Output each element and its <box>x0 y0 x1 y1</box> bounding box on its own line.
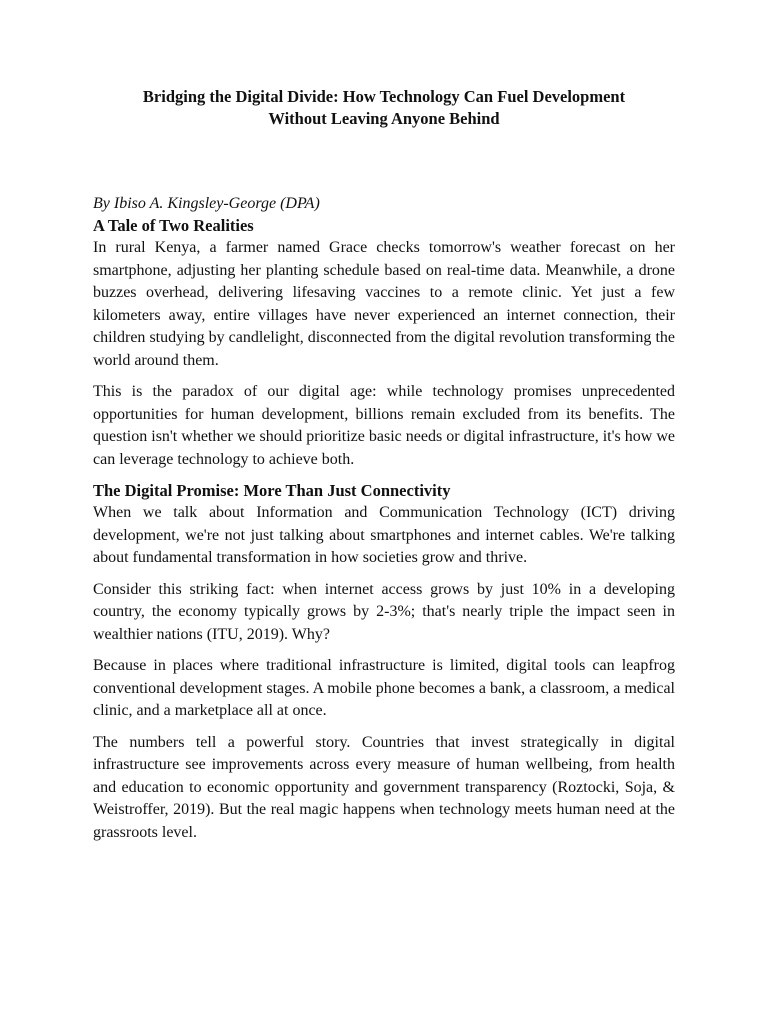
paragraph: In rural Kenya, a farmer named Grace checks tomorrow's weather forecast on her smartphone, adjusting her planting schedule based on real-time data. Meanwhile, a drone buzzes overhead, delivering lifesaving vaccines to a remote clinic. Yet just a few kilometers away, entire villages have never experienced an internet connection, their children studying by candlelight, disconnected from the digital revolution transforming the world around them. <box>93 239 675 369</box>
paragraph: This is the paradox of our digital age: while technology promises unprecedented opportunities for human development, billions remain excluded from its benefits. The question isn't whether we should prioritize basic needs or digital infrastructure, it's how we can leverage technology to achieve both. <box>93 383 675 468</box>
section-heading-digital-promise: The Digital Promise: More Than Just Connectivity <box>93 481 451 500</box>
section-heading-tale-of-two-realities: A Tale of Two Realities <box>93 216 254 235</box>
paragraph: The numbers tell a powerful story. Countries that invest strategically in digital infrastructure see improvements across every measure of human wellbeing, from health and education to economic opportunity and government transparency (Roztocki, Soja, & Weistroffer, 2019). But the real magic happens when technology meets human need at the grassroots level. <box>93 733 675 841</box>
author-byline: By Ibiso A. Kingsley-George (DPA) <box>93 195 320 212</box>
article-title-line-1: Bridging the Digital Divide: How Technology Can Fuel Development <box>142 87 626 106</box>
article-title-line-2: Without Leaving Anyone Behind <box>268 109 500 128</box>
paragraph: Because in places where traditional infrastructure is limited, digital tools can leapfrog conventional development stages. A mobile phone becomes a bank, a classroom, a medical clinic, and a marketplace all at once. <box>93 657 675 719</box>
article-title <box>93 86 675 130</box>
paragraph: Consider this striking fact: when internet access grows by just 10% in a developing country, the economy typically grows by 2-3%; that's nearly triple the impact seen in wealthier nations (ITU, 2019). Why? <box>93 580 675 643</box>
document-page <box>93 86 675 853</box>
paragraph: When we talk about Information and Communication Technology (ICT) driving development, we're not just talking about smartphones and internet cables. We're talking about fundamental transformation in how societies grow and thrive. <box>93 504 675 566</box>
